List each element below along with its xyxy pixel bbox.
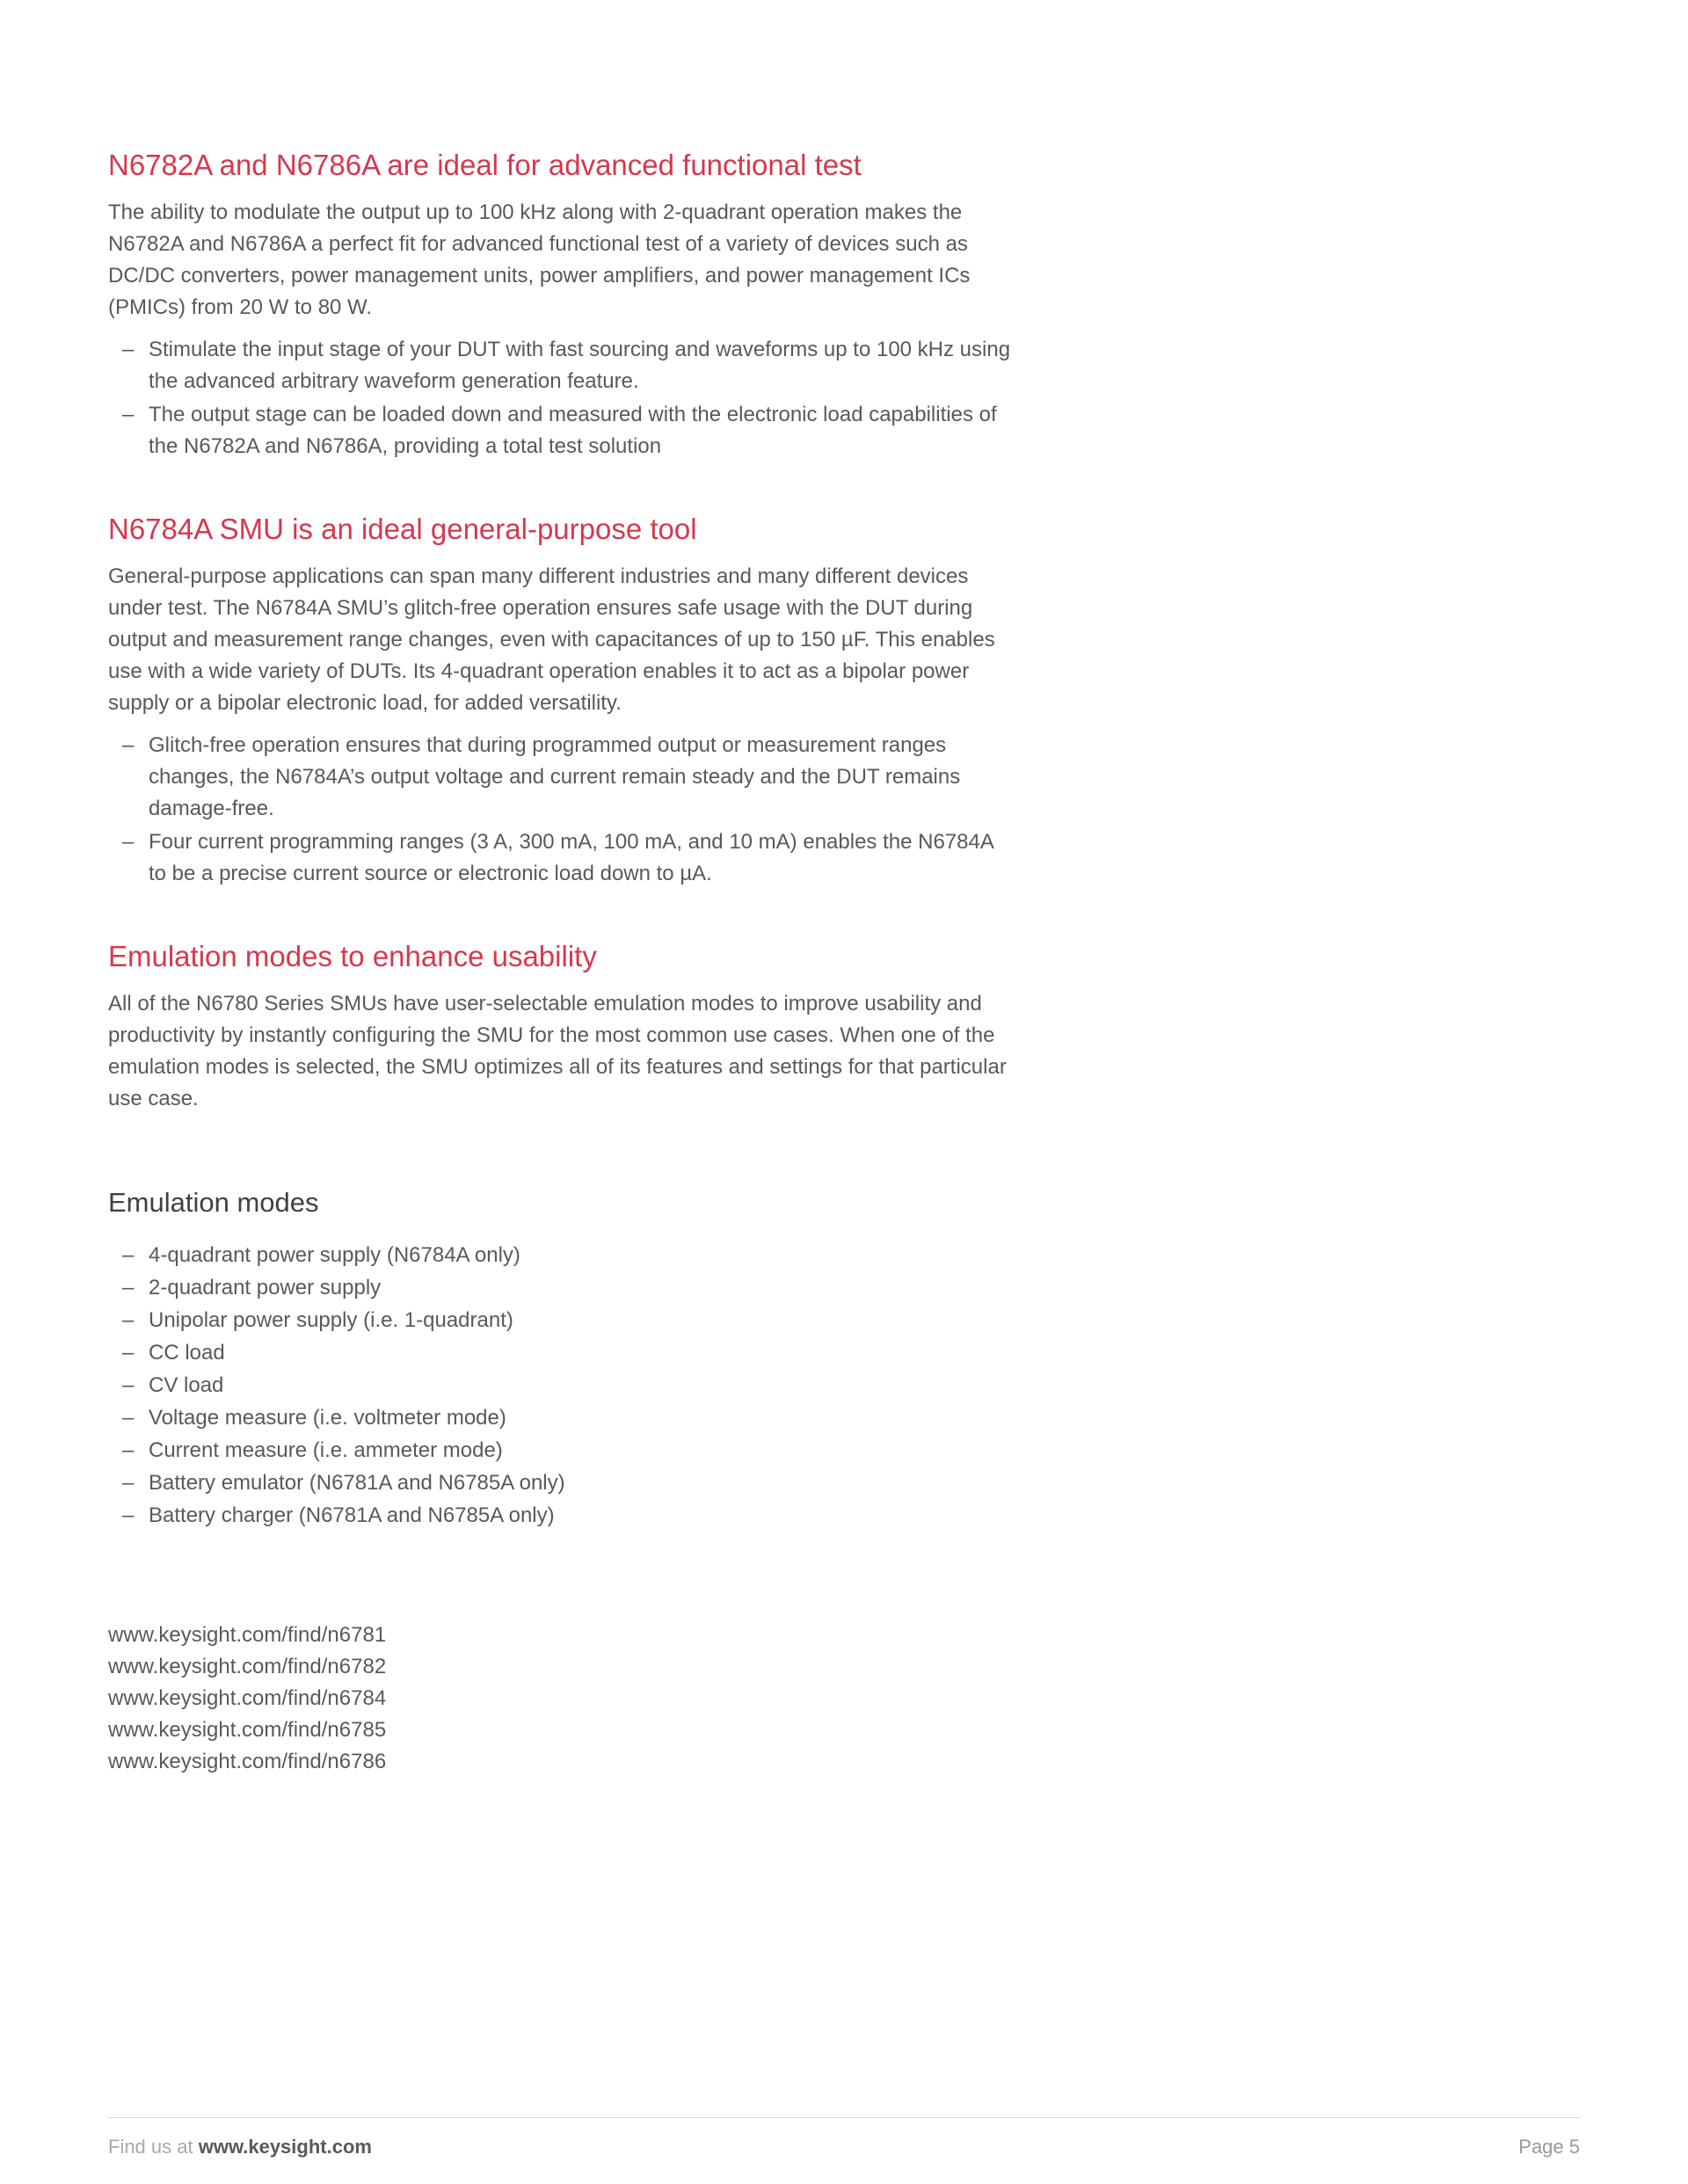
bullet-text: Voltage measure (i.e. voltmeter mode): [149, 1406, 506, 1430]
section-heading: Emulation modes to enhance usability: [108, 940, 597, 972]
bullet-item: [122, 826, 1014, 890]
emulation-mode-item: [122, 1402, 1014, 1434]
bullet-text: 2-quadrant power supply: [149, 1276, 382, 1299]
bullet-text: Battery emulator (N6781A and N6785A only): [149, 1471, 565, 1495]
bullet-dash: –: [122, 338, 135, 361]
emulation-mode-item: [122, 1435, 1014, 1467]
section-body: All of the N6780 Series SMUs have user-selectable emulation modes to improve usability and productivity by instantly configuring the SMU for the most common use cases. When one of the emulation modes is selected, the SMU optimizes all of its features and settings for that particular use case.: [108, 992, 1007, 1110]
section-emulation-usability: [108, 939, 1014, 1115]
section-body: The ability to modulate the output up to 100 kHz along with 2-quadrant operation makes the N6782A and N6786A a perfect fit for advanced functional test of a variety of devices such as DC/DC converters, power management units, power amplifiers, and power management ICs (PMICs) from 20 W to 80 W.: [108, 200, 971, 319]
page-number: Page 5: [1518, 2136, 1580, 2158]
page-content: [108, 148, 1014, 1778]
emulation-mode-item: [122, 1500, 1014, 1532]
bullet-text: Battery charger (N6781A and N6785A only): [149, 1503, 555, 1527]
product-link-n6784[interactable]: www.keysight.com/find/n6784: [108, 1686, 387, 1710]
bullet-dash: –: [122, 403, 135, 426]
emulation-mode-item: [122, 1467, 1014, 1499]
bullet-text: 4-quadrant power supply (N6784A only): [149, 1243, 520, 1267]
bullet-text: Stimulate the input stage of your DUT with fast sourcing and waveforms up to 100 kHz using the advanced arbitrary waveform generation feature.: [149, 338, 1011, 393]
footer-find-us: [108, 2136, 372, 2159]
product-link-n6786[interactable]: www.keysight.com/find/n6786: [108, 1750, 387, 1773]
product-links: [108, 1620, 1014, 1778]
bullet-text: CC load: [149, 1341, 225, 1365]
bullet-item: [122, 399, 1014, 462]
find-us-label: Find us at: [108, 2136, 199, 2158]
emulation-mode-item: [122, 1240, 1014, 1271]
section-heading: N6784A SMU is an ideal general-purpose tool: [108, 513, 697, 545]
bullet-dash: –: [122, 830, 135, 854]
bullet-dash: –: [122, 1438, 135, 1462]
bullet-item: [122, 730, 1014, 825]
bullet-dash: –: [122, 1471, 135, 1495]
product-link-n6782[interactable]: www.keysight.com/find/n6782: [108, 1655, 387, 1678]
bullet-dash: –: [122, 733, 135, 757]
emulation-modes-block: [108, 1185, 1014, 1532]
product-link-n6785[interactable]: www.keysight.com/find/n6785: [108, 1718, 387, 1742]
bullet-text: Current measure (i.e. ammeter mode): [149, 1438, 503, 1462]
bullet-dash: –: [122, 1373, 135, 1397]
bullet-dash: –: [122, 1341, 135, 1365]
keysight-site-link[interactable]: www.keysight.com: [198, 2136, 372, 2158]
bullet-list: [108, 334, 1014, 462]
section-advanced-functional-test: [108, 148, 1014, 462]
emulation-mode-item: [122, 1272, 1014, 1304]
bullet-list: [108, 730, 1014, 890]
emulation-modes-heading: Emulation modes: [108, 1187, 319, 1218]
bullet-item: [122, 334, 1014, 397]
emulation-mode-item: [122, 1337, 1014, 1369]
bullet-dash: –: [122, 1503, 135, 1527]
bullet-text: CV load: [149, 1373, 224, 1397]
bullet-dash: –: [122, 1276, 135, 1299]
page-footer: [108, 2117, 1580, 2184]
bullet-dash: –: [122, 1406, 135, 1430]
bullet-text: Glitch-free operation ensures that during programmed output or measurement ranges changes, the N6784A’s output voltage and current remain steady and the DUT remains damage-free.: [149, 733, 961, 820]
bullet-text: Unipolar power supply (i.e. 1-quadrant): [149, 1308, 513, 1332]
bullet-dash: –: [122, 1243, 135, 1267]
emulation-modes-list: [108, 1240, 1014, 1532]
section-general-purpose-tool: [108, 512, 1014, 890]
bullet-dash: –: [122, 1308, 135, 1332]
bullet-text: The output stage can be loaded down and measured with the electronic load capabilities of the N6782A and N6786A, providing a total test solution: [149, 403, 997, 458]
section-body: General-purpose applications can span many different industries and many different devices under test. The N6784A SMU’s glitch-free operation ensures safe usage with the DUT during output and measurement range changes, even with capacitances of up to 150 µF. This enables use with a wide variety of DUTs. Its 4-quadrant operation enables it to act as a bipolar power supply or a bipolar electronic load, for added versatility.: [108, 564, 995, 715]
emulation-mode-item: [122, 1370, 1014, 1401]
emulation-mode-item: [122, 1305, 1014, 1336]
section-heading: N6782A and N6786A are ideal for advanced functional test: [108, 149, 862, 181]
product-link-n6781[interactable]: www.keysight.com/find/n6781: [108, 1623, 387, 1647]
bullet-text: Four current programming ranges (3 A, 300 mA, 100 mA, and 10 mA) enables the N6784A to be a precise current source or electronic load down to µA.: [149, 830, 993, 885]
